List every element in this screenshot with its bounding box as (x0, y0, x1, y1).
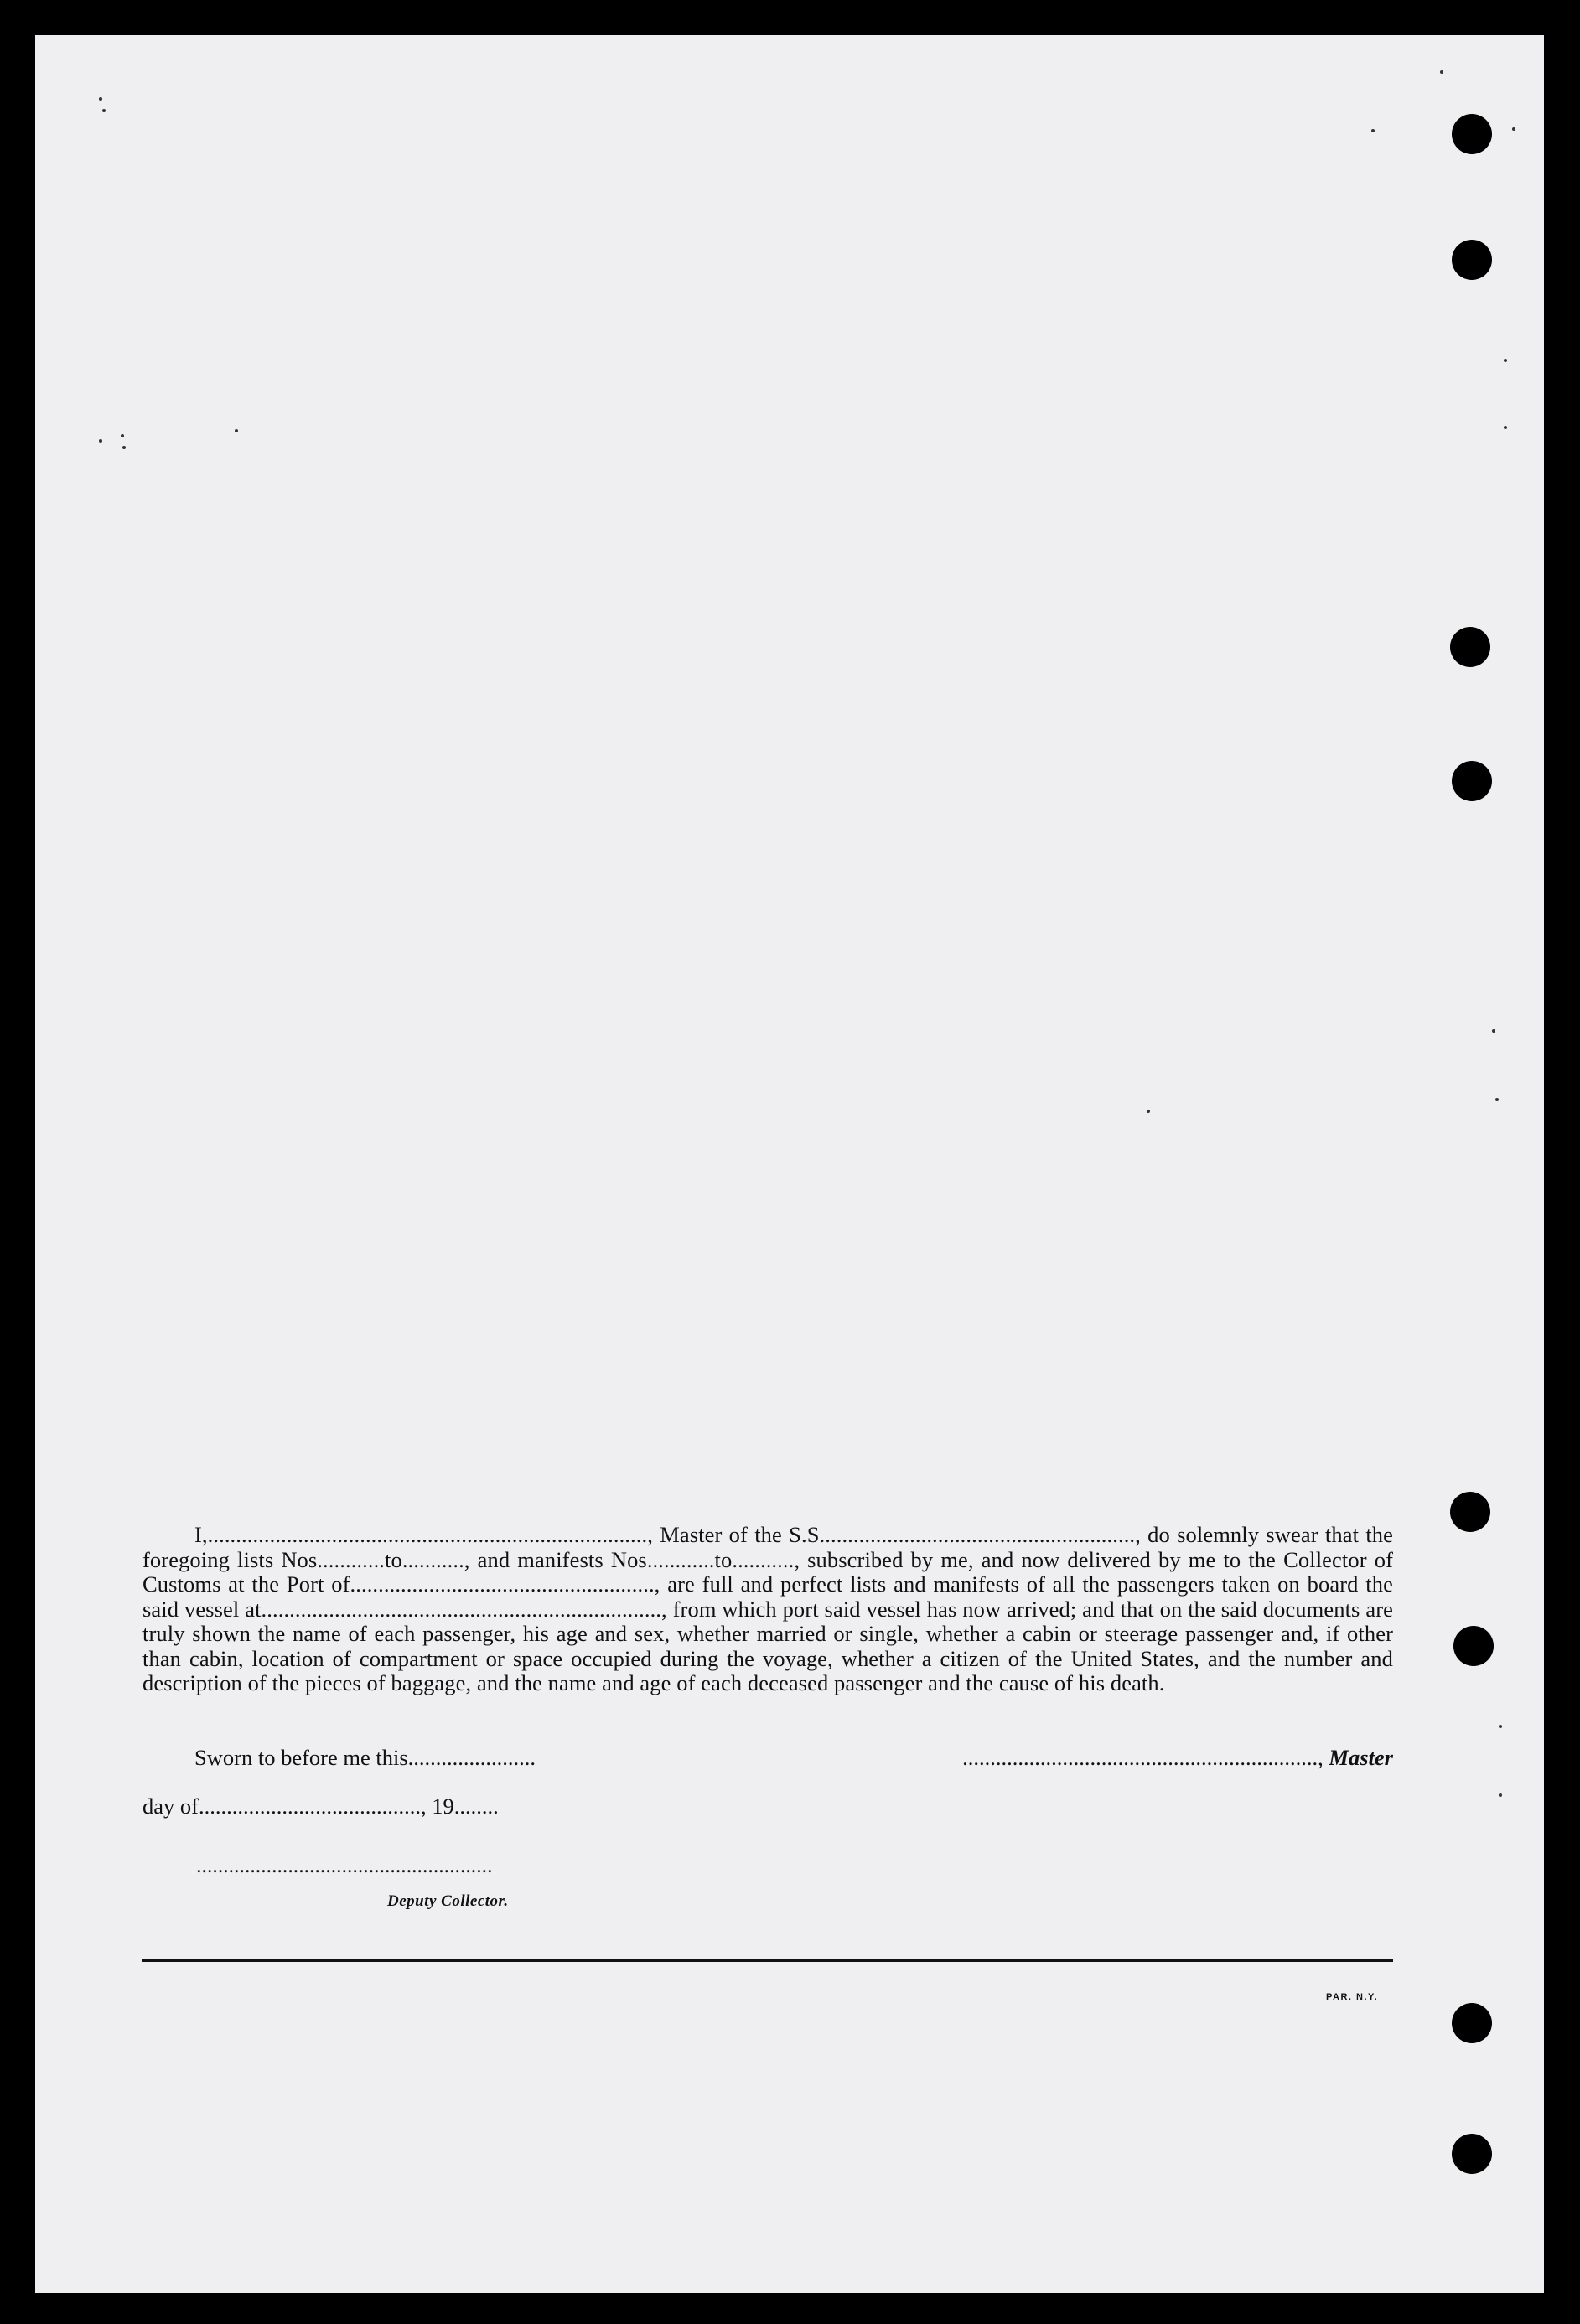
scan-speck (1440, 70, 1443, 74)
scan-speck (1504, 426, 1507, 429)
master-signature-dots: ................................................................, (962, 1745, 1324, 1770)
punch-hole (1453, 1626, 1494, 1666)
scan-speck (235, 429, 238, 432)
scan-speck (1495, 1098, 1499, 1101)
scan-speck (102, 109, 106, 112)
scan-speck (1504, 359, 1507, 362)
master-oath-paragraph (142, 1523, 1393, 1696)
punch-hole (1452, 240, 1492, 280)
bottom-rule (142, 1959, 1393, 1962)
scan-speck (1499, 1725, 1502, 1728)
scan-speck (1512, 127, 1515, 131)
oath-text: I,.............................................................................., Master of the S.S........................................................, do solemnly swear that the foregoing lists Nos............to..........., and manifests Nos............to..........., subscribed by me, and now delivered by me to the Collector of Customs at the Port of......................................................, are full and perfect lists and manifests of all the passengers taken on board the said vessel at......................................................................., from which port said vessel has now arrived; and that on the said documents are truly shown the name of each passenger, his age and sex, whether married or single, whether a cabin or steerage passenger and, if other than cabin, location of compartment or space occupied during the voyage, whether a citizen of the United States, and the number and description of the pieces of baggage, and the name and age of each deceased passenger and the cause of his death. (142, 1522, 1393, 1695)
form-page (35, 35, 1544, 2293)
scan-speck (1492, 1029, 1495, 1033)
master-label: Master (1329, 1745, 1393, 1770)
sworn-before-line (194, 1745, 536, 1770)
punch-hole (1452, 114, 1492, 154)
sworn-before-text: Sworn to before me this....................... (194, 1745, 536, 1770)
scan-speck (121, 434, 124, 437)
punch-hole (1452, 761, 1492, 801)
punch-hole (1450, 1492, 1490, 1532)
scan-speck (99, 439, 102, 443)
deputy-signature-line (196, 1852, 492, 1877)
printer-mark: PAR. N.Y. (1326, 1992, 1379, 2002)
punch-hole (1452, 2134, 1492, 2174)
deputy-signature-dots: ....................................................... (196, 1852, 493, 1877)
scan-speck (1371, 129, 1375, 132)
scan-speck (1499, 1793, 1502, 1797)
day-of-text: day of........................................, 19........ (142, 1793, 499, 1819)
scan-speck (1147, 1110, 1150, 1113)
scan-speck (122, 446, 126, 449)
scan-speck (99, 97, 102, 101)
deputy-collector-label: Deputy Collector. (387, 1892, 509, 1910)
punch-hole (1450, 627, 1490, 667)
punch-hole (1452, 2003, 1492, 2043)
day-of-line (142, 1793, 499, 1819)
master-signature-line (882, 1745, 1393, 1770)
